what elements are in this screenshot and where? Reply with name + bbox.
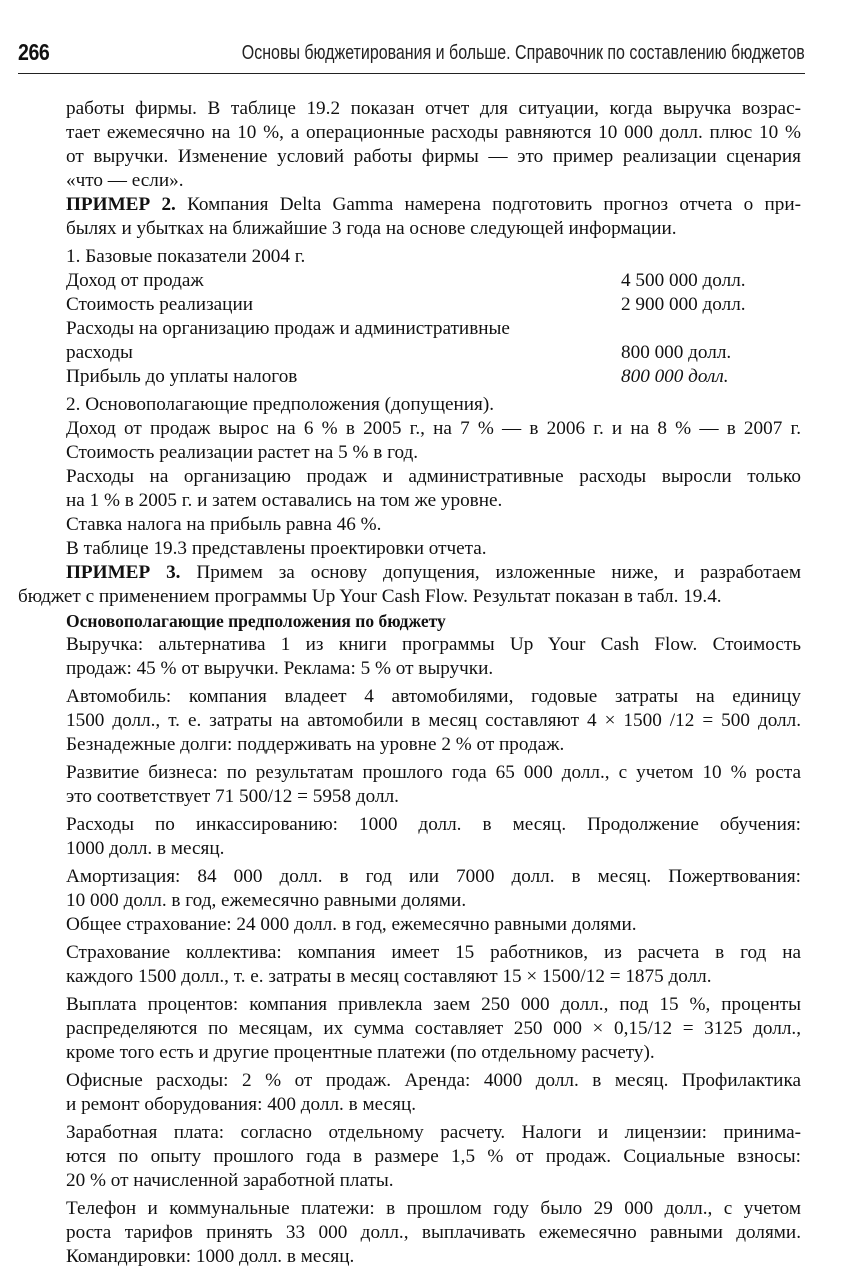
figure-label: Расходы на организацию продаж и административные: [66, 318, 510, 339]
text-line: 10 000 долл. в год, ежемесячно равными долями.: [66, 890, 467, 911]
text-line: это соответствует 71 500/12 = 5958 долл.: [66, 786, 399, 807]
text-line: от выручки. Изменение условий работы фирмы — это пример реализации сценария: [66, 146, 801, 167]
text-line: Доход от продаж вырос на 6 % в 2005 г., на 7 % — в 2006 г. и на 8 % — в 2007 г.: [66, 418, 801, 439]
text-line: Автомобиль: компания владеет 4 автомобилями, годовые затраты на единицу: [66, 686, 801, 707]
example-2: [66, 193, 801, 241]
budget-paragraph: [66, 865, 801, 913]
text-line: былях и убытках на ближайшие 3 года на основе следующей информации.: [66, 218, 677, 239]
text-line: продаж: 45 % от выручки. Реклама: 5 % от выручки.: [66, 658, 494, 679]
text-line: Ставка налога на прибыль равна 46 %.: [66, 514, 382, 535]
running-title: Основы бюджетирования и больше. Справочник по составлению бюджетов: [242, 41, 805, 64]
text-line: Офисные расходы: 2 % от продаж. Аренда: 4000 долл. в месяц. Профилактика: [66, 1070, 801, 1091]
figure-label: Прибыль до уплаты налогов: [66, 366, 298, 387]
text-line: кроме того есть и другие процентные платежи (по отдельному расчету).: [66, 1042, 655, 1063]
budget-paragraph: [66, 941, 801, 989]
figure-label: Доход от продаж: [66, 270, 204, 291]
text-line: Расходы по инкассированию: 1000 долл. в месяц. Продолжение обучения:: [66, 814, 801, 835]
budget-paragraph: [66, 633, 801, 681]
text-line: ются по опыту прошлого года в размере 1,5 % от продаж. Социальные взносы:: [66, 1146, 801, 1167]
text-line: В таблице 19.3 представлены проектировки отчета.: [66, 538, 487, 559]
example-3: [18, 561, 801, 609]
figure-value: 800 000 долл.: [621, 342, 732, 363]
text-line: Заработная плата: согласно отдельному расчету. Налоги и лицензии: принима-: [66, 1122, 801, 1143]
text-line: Выплата процентов: компания привлекла заем 250 000 долл., под 15 %, проценты: [66, 994, 801, 1015]
budget-paragraph: [66, 813, 801, 861]
figure-value: 2 900 000 долл.: [621, 294, 746, 315]
figure-row: [66, 269, 801, 293]
text-line: [66, 561, 801, 585]
budget-paragraph: [66, 993, 801, 1065]
budget-paragraph: [66, 1121, 801, 1193]
budget-paragraph: [66, 1069, 801, 1117]
figure-value: 800 000 долл.: [621, 366, 729, 387]
figure-row: [66, 341, 801, 365]
paragraph-scenario: [66, 97, 801, 193]
figure-row: [66, 365, 801, 389]
budget-paragraph: [66, 913, 801, 937]
text-line: распределяются по месяцам, их сумма составляет 250 000 × 0,15/12 = 3125 долл.,: [66, 1018, 801, 1039]
figure-label: расходы: [66, 342, 133, 363]
example-2-label: ПРИМЕР 2.: [66, 194, 176, 215]
text-line: Выручка: альтернатива 1 из книги программы Up Your Cash Flow. Стоимость: [66, 634, 801, 655]
budget-assumptions: [66, 633, 801, 1269]
figure-value: 4 500 000 долл.: [621, 270, 746, 291]
page-body: [18, 97, 801, 1269]
text-line: «что — если».: [66, 170, 184, 191]
text-line: Общее страхование: 24 000 долл. в год, ежемесячно равными долями.: [66, 914, 637, 935]
text-line: работы фирмы. В таблице 19.2 показан отчет для ситуации, когда выручка возрас-: [66, 98, 801, 119]
example-3-text: Примем за основу допущения, изложенные ниже, и разработаем: [180, 562, 801, 583]
assumptions-heading: 2. Основополагающие предположения (допущения).: [66, 394, 495, 415]
text-line: 20 % от начисленной заработной платы.: [66, 1170, 394, 1191]
budget-paragraph: [66, 733, 801, 757]
text-line: Расходы на организацию продаж и административные расходы выросли только: [66, 466, 801, 487]
assumptions: [66, 393, 801, 561]
text-line: 1000 долл. в месяц.: [66, 838, 225, 859]
text-line: на 1 % в 2005 г. и затем оставались на том же уровне.: [66, 490, 503, 511]
figure-row: [66, 293, 801, 317]
page-number: 266: [18, 39, 50, 65]
text-line: роста тарифов принять 33 000 долл., выплачивать ежемесячно равными долями.: [66, 1222, 801, 1243]
figure-row: [66, 317, 801, 341]
example-2-text: Компания Delta Gamma намерена подготовить прогноз отчета о при-: [175, 194, 801, 215]
budget-heading: Основополагающие предположения по бюджету: [66, 611, 446, 631]
text-line: Развитие бизнеса: по результатам прошлого года 65 000 долл., с учетом 10 % роста: [66, 762, 801, 783]
example-3-label: ПРИМЕР 3.: [66, 562, 181, 583]
budget-paragraph: [66, 685, 801, 733]
budget-paragraph: [66, 761, 801, 809]
text-line: 1500 долл., т. е. затраты на автомобили в месяц составляют 4 × 1500 /12 = 500 долл.: [66, 710, 801, 731]
figure-label: Стоимость реализации: [66, 294, 253, 315]
budget-paragraph: [66, 1197, 801, 1269]
base-figures: [66, 245, 801, 389]
text-line: Безнадежные долги: поддерживать на уровне 2 % от продаж.: [66, 734, 565, 755]
text-line: бюджет с применением программы Up Your Cash Flow. Результат показан в табл. 19.4.: [18, 586, 722, 607]
text-line: [66, 193, 801, 217]
text-line: Командировки: 1000 долл. в месяц.: [66, 1246, 355, 1267]
text-line: и ремонт оборудования: 400 долл. в месяц.: [66, 1094, 417, 1115]
page-header: [18, 37, 805, 74]
text-line: Стоимость реализации растет на 5 % в год.: [66, 442, 419, 463]
text-line: Амортизация: 84 000 долл. в год или 7000 долл. в месяц. Пожертвования:: [66, 866, 801, 887]
text-line: тает ежемесячно на 10 %, а операционные расходы равняются 10 000 долл. плюс 10 %: [66, 122, 801, 143]
text-line: каждого 1500 долл., т. е. затраты в месяц составляют 15 × 1500/12 = 1875 долл.: [66, 966, 712, 987]
text-line: Телефон и коммунальные платежи: в прошлом году было 29 000 долл., с учетом: [66, 1198, 801, 1219]
base-figures-heading: 1. Базовые показатели 2004 г.: [66, 246, 306, 267]
text-line: Страхование коллектива: компания имеет 15 работников, из расчета в год на: [66, 942, 801, 963]
